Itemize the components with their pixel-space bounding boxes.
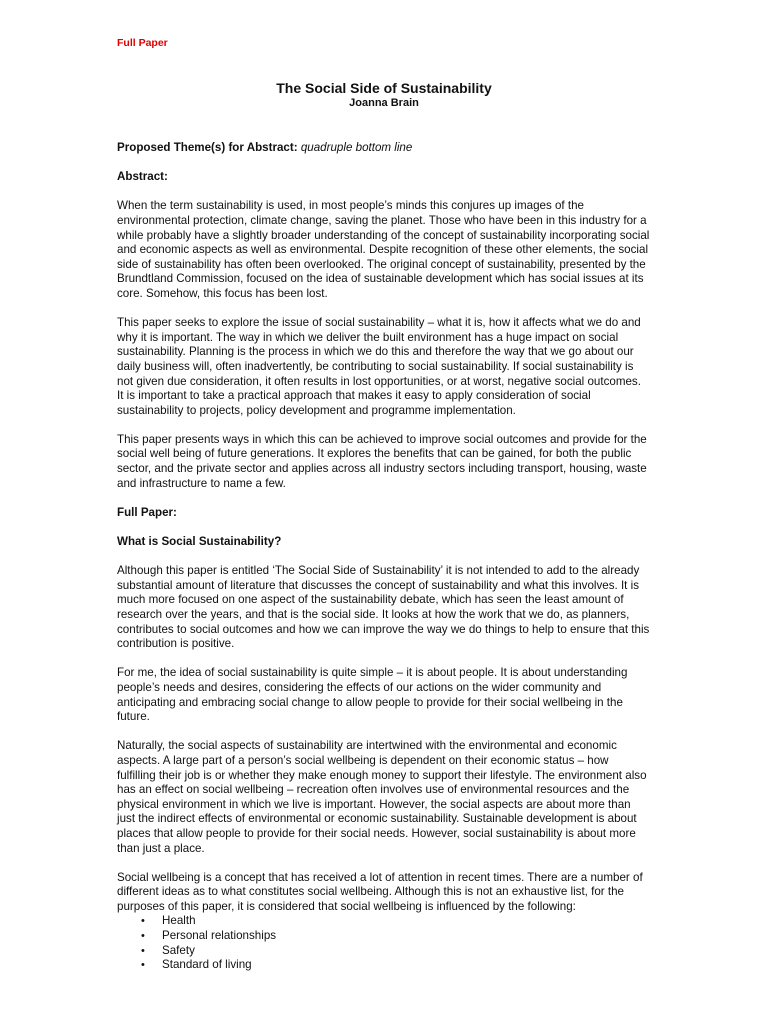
wellbeing-list — [117, 914, 650, 972]
list-item: • Safety — [117, 944, 650, 959]
proposed-theme-label: Proposed Theme(s) for Abstract: — [117, 141, 298, 154]
list-item: • Standard of living — [117, 958, 650, 973]
proposed-theme-value: quadruple bottom line — [300, 141, 413, 154]
section-paragraph: Social wellbeing is a concept that has received a lot of attention in recent times. There are a number of different ideas as to what constitutes social wellbeing. Although this is not an exhaustive list, for the purposes of this paper, it is considered that social wellbeing is influenced by the following: — [117, 870, 643, 913]
paper-author: Joanna Brain — [349, 97, 419, 109]
header-label: Full Paper — [117, 37, 168, 49]
abstract-heading: Abstract: — [117, 170, 168, 184]
abstract-paragraph: This paper presents ways in which this can be achieved to improve social outcomes and provide for the social well being of future generations. It explores the benefits that can be gained, for both the public sector, and the private sector and applies across all industry sectors including transport, housing, waste and infrastructure to name a few. — [117, 432, 647, 490]
paper-title: The Social Side of Sustainability — [276, 80, 492, 96]
list-item: • Health — [117, 914, 650, 929]
abstract-paragraph: This paper seeks to explore the issue of social sustainability – what it is, how it affects what we do and why it is important. The way in which we deliver the built environment has a huge impact on social sustainability. Planning is the process in which we do this and therefore the way that we go about our daily business will, often inadvertently, be contributing to social sustainability. If social sustainability is not given due consideration, it often results in lost opportunities, or at worst, negative social outcomes. It is important to take a practical approach that makes it easy to apply consideration of social sustainability to projects, policy development and programme implementation. — [117, 316, 641, 417]
proposed-theme — [117, 141, 650, 156]
section-heading: What is Social Sustainability? — [117, 535, 282, 549]
list-item: • Personal relationships — [117, 929, 650, 944]
section-paragraph: Naturally, the social aspects of sustainability are intertwined with the environmental and economic aspects. A large part of a person’s social wellbeing is dependent on their economic status – how fulfilling their job is or whether they make enough money to support their lifestyle. The environment also has an effect on social wellbeing – recreation often involves use of environmental resources and the physical environment in which we live is important. However, the social aspects are about more than just the indirect effects of environmental or economic sustainability. Sustainable development is about places that allow people to provide for their social needs. However, social sustainability is about more than just a place. — [117, 739, 647, 855]
full-paper-heading: Full Paper: — [117, 505, 177, 519]
section-paragraph: For me, the idea of social sustainability is quite simple – it is about people. It is about understanding people’s needs and desires, considering the effects of our actions on the wider community and anticipating and embracing social change to allow people to provide for their social wellbeing in the future. — [117, 666, 628, 724]
abstract-paragraph: When the term sustainability is used, in most people’s minds this conjures up images of the environmental protection, climate change, saving the planet. Those who have been in this industry for a while probably have a slightly broader understanding of the concept of sustainability incorporating social and economic aspects as well as environmental. Despite recognition of these other elements, the social side of sustainability has often been overlooked. The original concept of sustainability, presented by the Brundtland Commission, focused on the idea of sustainable development which has social issues at its core. Somehow, this focus has been lost. — [117, 199, 650, 300]
section-paragraph: Although this paper is entitled ‘The Social Side of Sustainability’ it is not intended to add to the already substantial amount of literature that discusses the concept of sustainability and what this involves. It is much more focused on one aspect of the sustainability debate, which has seen the least amount of research over the years, and that is the social side. It looks at how the work that we do, as planners, contributes to social outcomes and how we can improve the way we do things to help to ensure that this contribution is positive. — [117, 564, 650, 651]
paper-body — [117, 141, 650, 973]
